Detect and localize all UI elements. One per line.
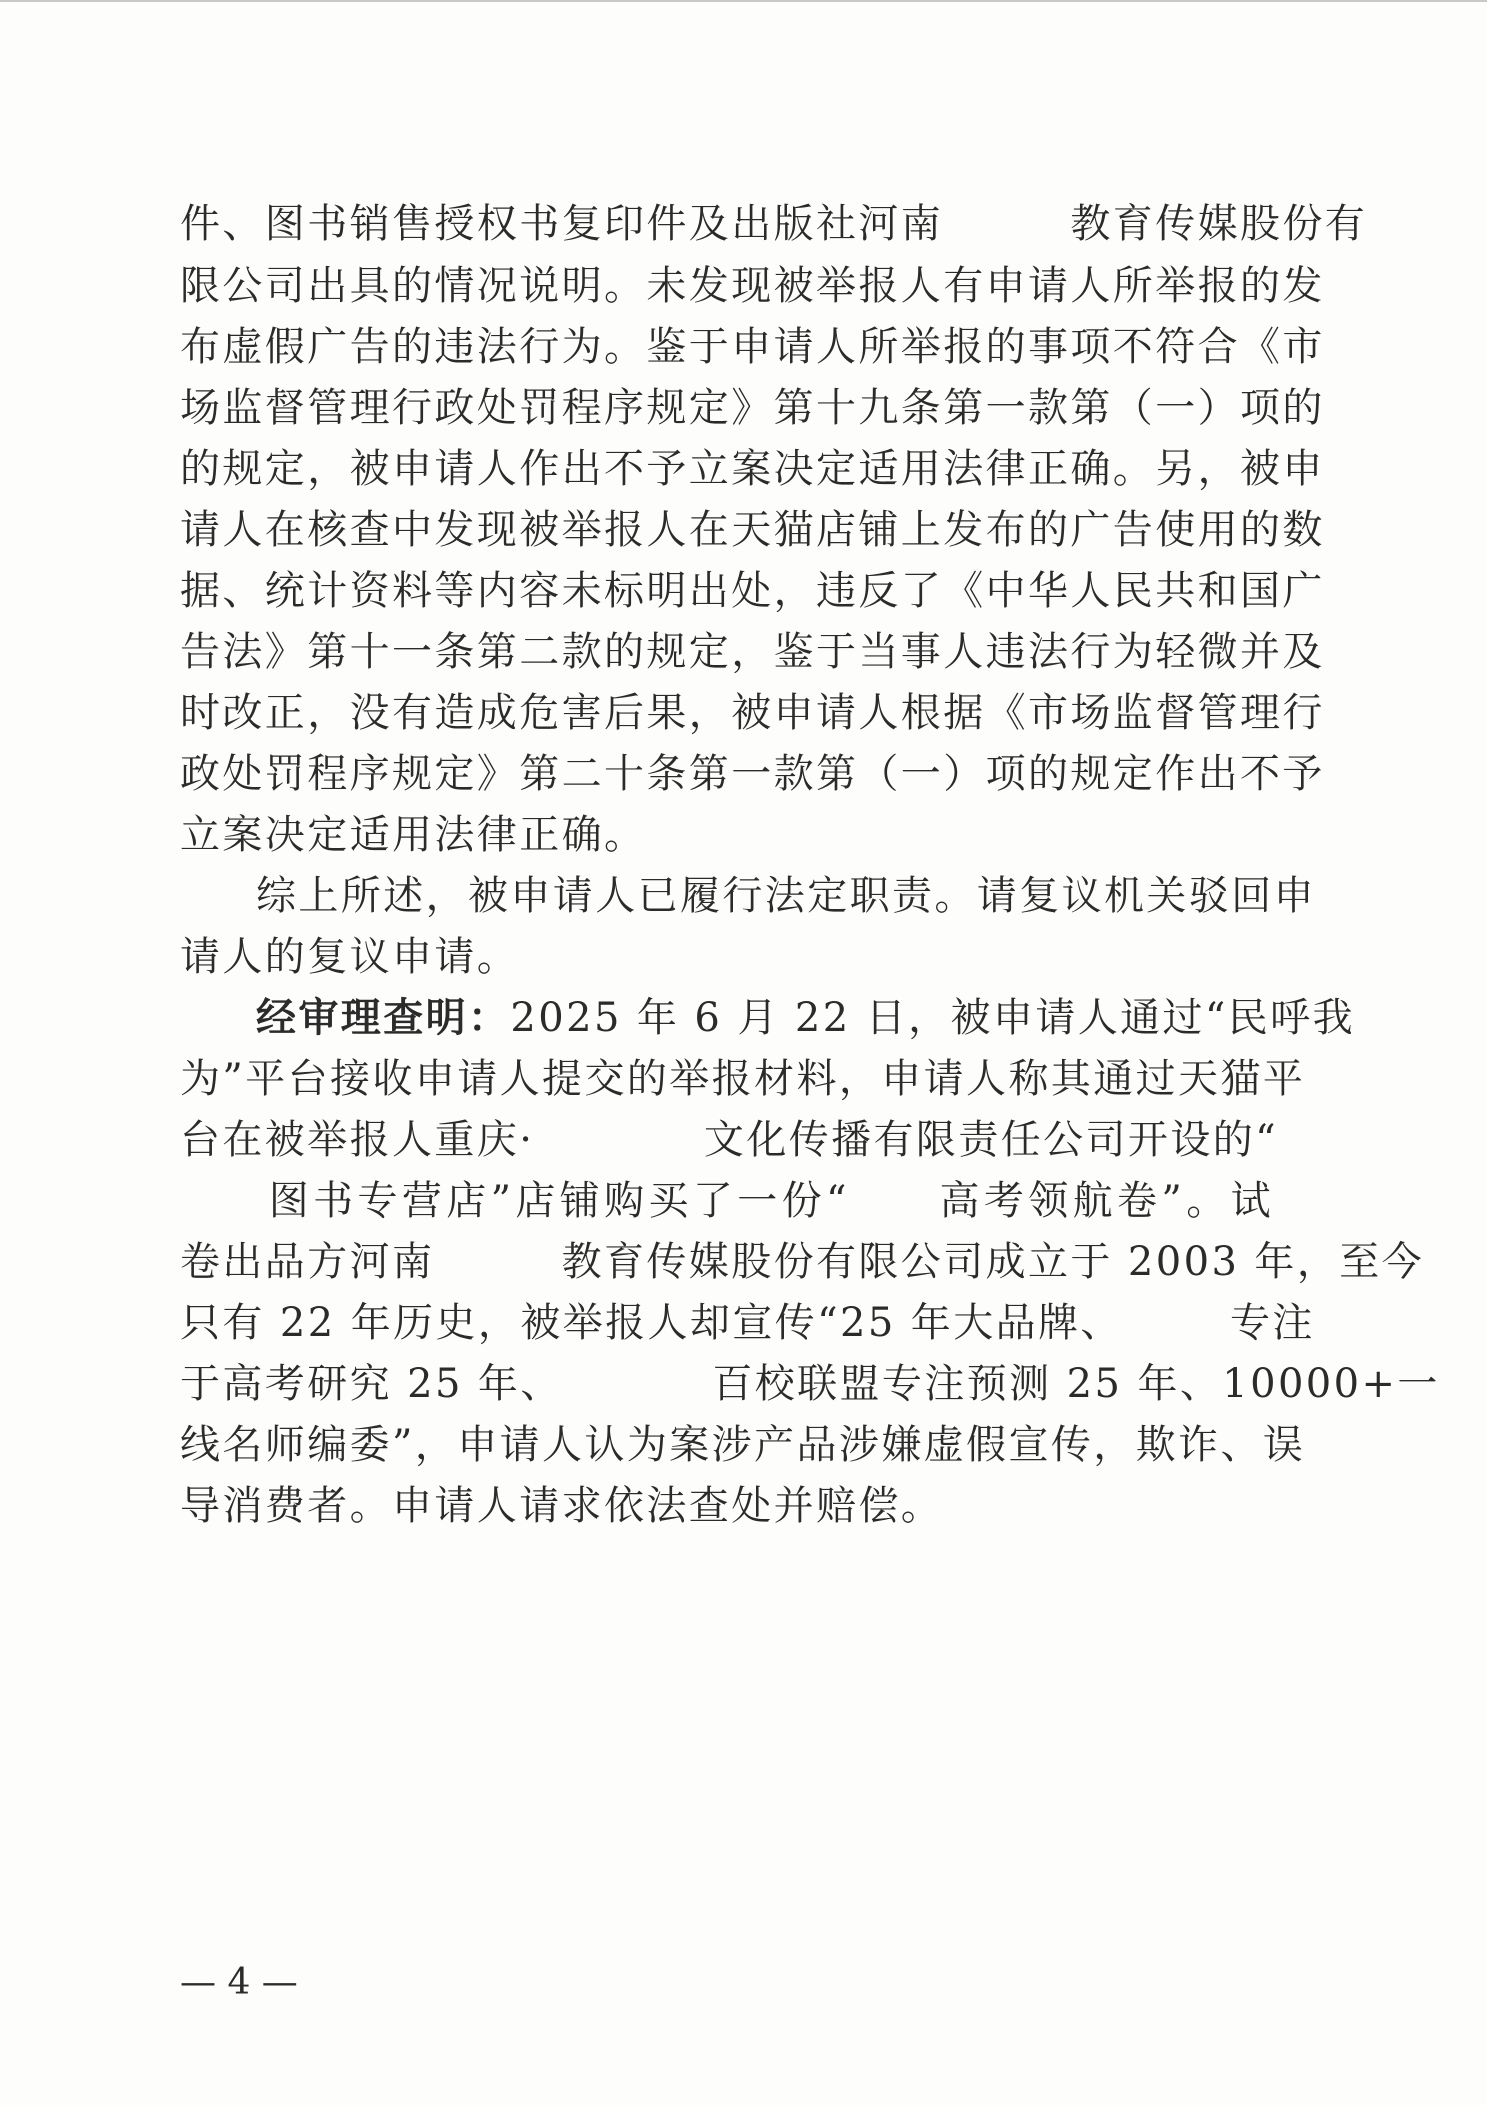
text-line-18: 卷出品方河南 教育传媒股份有限公司成立于 2003 年，至今 [180,1239,1425,1285]
text-line-19: 只有 22 年历史，被举报人却宣传“25 年大品牌、 专注 [180,1300,1315,1346]
finding-text: 2025 年 6 月 22 日，被申请人通过“民呼我 [510,995,1355,1041]
text-line-22: 导消费者。申请人请求依法查处并赔偿。 [180,1483,944,1529]
text-line-21: 线名师编委”，申请人认为案涉产品涉嫌虚假宣传，欺诈、误 [180,1422,1306,1468]
text-line-4: 场监督管理行政处罚程序规定》第十九条第一款第（一）项的 [180,385,1325,431]
finding-heading: 经审理查明： [256,994,511,1041]
text-line-15: 为”平台接收申请人提交的举报材料，申请人称其通过天猫平 [180,1056,1306,1102]
text-line-7: 据、统计资料等内容未标明出处，违反了《中华人民共和国广 [180,568,1325,614]
text-line-11: 立案决定适用法律正确。 [180,812,647,858]
text-line-9: 时改正，没有造成危害后果，被申请人根据《市场监督管理行 [180,690,1325,736]
text-line-2: 限公司出具的情况说明。未发现被举报人有申请人所举报的发 [180,263,1325,309]
scan-top-edge [0,0,1487,2]
text-line-16: 台在被举报人重庆· 文化传播有限责任公司开设的“ [180,1117,1278,1163]
text-line-8: 告法》第十一条第二款的规定，鉴于当事人违法行为轻微并及 [180,629,1325,675]
text-line-13: 请人的复议申请。 [180,934,520,980]
text-line-14 [256,988,1355,1048]
text-line-12: 综上所述，被申请人已履行法定职责。请复议机关驳回申 [256,873,1316,919]
text-line-5: 的规定，被申请人作出不予立案决定适用法律正确。另，被申 [180,446,1325,492]
text-line-17: 图书专营店”店铺购买了一份“ 高考领航卷”。试 [180,1178,1273,1224]
page-number: — 4 — [180,1962,298,2003]
text-line-3: 布虚假广告的违法行为。鉴于申请人所举报的事项不符合《市 [180,324,1325,370]
text-line-10: 政处罚程序规定》第二十条第一款第（一）项的规定作出不予 [180,751,1325,797]
text-line-20: 于高考研究 25 年、 百校联盟专注预测 25 年、10000+一 [180,1361,1440,1407]
text-line-1: 件、图书销售授权书复印件及出版社河南 教育传媒股份有 [180,201,1368,247]
text-line-6: 请人在核查中发现被举报人在天猫店铺上发布的广告使用的数 [180,507,1325,553]
